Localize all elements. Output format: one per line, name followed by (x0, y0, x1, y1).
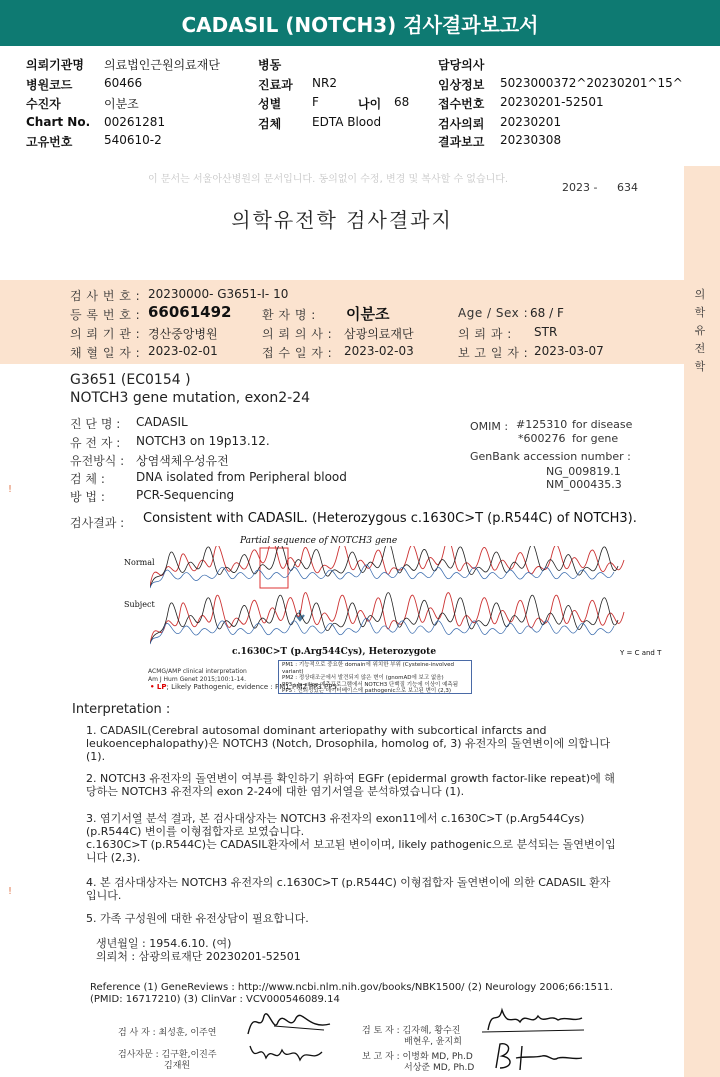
advisor-label-2: 김재원 (164, 1061, 191, 1071)
doc-year: 2023 - (562, 181, 598, 194)
test-name: NOTCH3 gene mutation, exon2-24 (70, 390, 311, 406)
patient-summary (96, 937, 636, 963)
header-info (0, 56, 720, 152)
birth-date: 생년월일 : 1954.6.10. (여) (96, 937, 232, 950)
paragraph-line: 2. NOTCH3 유전자의 돌연변이 여부를 확인하기 위하여 EGFr (epidermal growth factor-like repeat)에 해 (86, 772, 615, 785)
reviewer-label: 검 토 자 : 김자혜, 황수진 (362, 1026, 461, 1036)
paragraph-line: (p.R544C) 변이를 이형접합자로 보였습니다. (86, 825, 305, 838)
collect-date-label: 채 혈 일 자 : (70, 346, 141, 360)
inheritance-value: 상염색체우성유전 (136, 454, 229, 468)
omim-gene: *600276 (518, 432, 566, 445)
specimen-label: 검체 (258, 117, 282, 131)
omim-label: OMIM : (470, 420, 509, 433)
vertical-char: 전 (694, 342, 706, 355)
age-value: 68 (394, 95, 410, 109)
paragraph-line: 입니다. (86, 889, 122, 902)
chromatogram-caption: c.1630C>T (p.Arg544Cys), Heterozygote (232, 647, 437, 657)
patient-label: 수진자 (26, 97, 61, 111)
scanned-report (0, 166, 720, 1077)
sex-label: 성별 (258, 97, 282, 111)
clinical-value: 5023000372^20230201^15^ (500, 76, 683, 90)
paragraph-line: c.1630C>T (p.R544C)는 CADASIL환자에서 보고된 변이이며, likely pathogenic으로 분석되는 돌연변이입 (86, 838, 616, 851)
reporter-label-2: 서상준 MD, Ph.D (404, 1063, 475, 1073)
test-specimen-label: 검 체 : (70, 472, 105, 486)
req-inst-value: 경산중앙병원 (148, 327, 218, 341)
omim-disease-note: for disease (572, 418, 633, 431)
reviewer-signature (478, 1002, 588, 1036)
chart-label: Chart No. (26, 115, 91, 129)
lp-mark: • LP (150, 683, 167, 691)
receive-date-value: 2023-02-03 (344, 344, 414, 358)
vertical-char: 학 (694, 360, 706, 373)
diagnosis-label: 진 단 명 : (70, 417, 121, 431)
advisor-signature (246, 1038, 326, 1068)
exam-no-value: 20230000- G3651-I- 10 (148, 287, 289, 301)
advisor-label: 검사자문 : 김구환,이진주 (118, 1050, 217, 1060)
sex-value: F (312, 95, 319, 109)
doc-seq: 634 (617, 181, 638, 194)
result-label: 검사결과 : (70, 516, 125, 530)
evidence-line: PP3 : in-silico 예측프로그램에서 NOTCH3 단백질 기능에 이상이 예측됨 (282, 681, 459, 688)
paragraph-line: 니다 (2,3). (86, 851, 141, 864)
reference-line: (PMID: 16717210) (3) ClinVar : VCV000546089.14 (90, 994, 340, 1005)
receipt-value: 20230201-52501 (500, 95, 604, 109)
vertical-char: 유 (694, 324, 706, 337)
receipt-label: 접수번호 (438, 97, 485, 111)
omim-disease: #125310 (516, 418, 568, 431)
reporter-label: 보 고 자 : 이병화 MD, Ph.D (362, 1052, 473, 1062)
repdate-label: 결과보고 (438, 135, 485, 149)
method-value: PCR-Sequencing (136, 488, 235, 502)
exam-no-label: 검 사 번 호 : (70, 289, 141, 303)
agesex-label: Age / Sex : (458, 306, 529, 320)
report-date-value: 2023-03-07 (534, 344, 604, 358)
uid-value: 540610-2 (104, 133, 162, 147)
omim-gene-note: for gene (572, 432, 619, 445)
ward-label: 병동 (258, 58, 282, 72)
req-doc-label: 의 뢰 의 사 : (262, 327, 333, 341)
result-value: Consistent with CADASIL. (Heterozygous c.1630C>T (p.R544C) of NOTCH3). (143, 511, 637, 526)
report-banner-title: CADASIL (NOTCH3) 검사결과보고서 (0, 0, 720, 46)
chromatogram-title: Partial sequence of NOTCH3 gene (240, 536, 398, 546)
chromatogram-legend: Y = C and T (620, 649, 662, 657)
chromatogram-normal-label: Normal (124, 558, 155, 567)
uid-label: 고유번호 (26, 135, 73, 149)
vertical-char: 학 (694, 306, 706, 319)
test-code: G3651 (EC0154 ) (70, 372, 191, 388)
chart-value: 00261281 (104, 115, 166, 129)
reporter-signature (486, 1038, 586, 1074)
paragraph-line: 당하는 NOTCH3 유전자의 exon 2-24에 대한 염기서열을 분석하였습니다 (1). (86, 785, 465, 798)
interpretation-paragraph-5 (86, 912, 626, 925)
interpretation-paragraph-1 (86, 724, 626, 763)
reqdate-label: 검사의뢰 (438, 117, 485, 131)
reg-no-value: 66061492 (148, 303, 232, 321)
method-label: 방 법 : (70, 490, 105, 504)
reg-no-label: 등 록 번 호 : (70, 308, 141, 322)
hospital-label: 의뢰기관명 (26, 58, 84, 72)
genbank-ng: NG_009819.1 (546, 465, 621, 478)
req-inst-label: 의 뢰 기 관 : (70, 327, 141, 341)
interpretation-heading: Interpretation : (72, 702, 171, 717)
evidence-line: PM2 : 정상대조군에서 발견되지 않은 변이 (gnomAD에 보고 없음) (282, 675, 444, 682)
lp-text: ; Likely Pathogenic, evidence : PM1 PM2 PP3 PP5 (166, 683, 337, 691)
paragraph-line: (1). (86, 750, 106, 763)
document-title: 의학유전학 검사결과지 (231, 208, 453, 232)
paragraph-line: leukoencephalopathy)은 NOTCH3 (Notch, Drosophila, homolog of, 3) 유전자의 돌연변이에 의합니다 (86, 737, 611, 750)
paragraph-line: 5. 가족 구성원에 대한 유전상담이 필요합니다. (86, 912, 309, 925)
acmg-reference (148, 668, 288, 684)
gene-value: NOTCH3 on 19p13.12. (136, 434, 270, 448)
req-dept-label: 의 뢰 과 : (458, 327, 512, 341)
agesex-value: 68 / F (530, 306, 564, 320)
patient-name-label: 환 자 명 : (262, 308, 316, 322)
sequence-chromatogram (150, 546, 630, 646)
inheritance-label: 유전방식 : (70, 454, 125, 468)
test-specimen-value: DNA isolated from Peripheral blood (136, 470, 347, 484)
patient-value: 이분조 (104, 97, 139, 111)
gene-label: 유 전 자 : (70, 436, 121, 450)
clinical-label: 임상정보 (438, 78, 485, 92)
acmg-line: Am J Hum Genet 2015;100:1-14. (148, 676, 246, 683)
paragraph-line: 1. CADASIL(Cerebral autosomal dominant arteriopathy with subcortical infarcts and (86, 724, 547, 737)
receive-date-label: 접 수 일 자 : (262, 346, 333, 360)
vertical-char: 의 (694, 288, 706, 301)
examiner-label: 검 사 자 : 최성훈, 이주연 (118, 1028, 217, 1038)
interpretation-paragraph-4 (86, 876, 626, 902)
left-margin-mark: ! (8, 886, 13, 897)
hospcode-value: 60466 (104, 76, 143, 90)
reqdate-value: 20230201 (500, 115, 562, 129)
interpretation-paragraph-2 (86, 772, 626, 798)
evidence-box (278, 660, 472, 694)
dept-label: 진료과 (258, 78, 293, 92)
req-dept-value: STR (534, 325, 558, 339)
reference-line: Reference (1) GeneReviews : http://www.ncbi.nlm.nih.gov/books/NBK1500/ (2) Neurology 2006;66:1511. (90, 982, 613, 993)
vertical-dept-label (692, 286, 708, 376)
hospital-value: 의료법인근원의료재단 (104, 58, 220, 72)
copy-notice: 이 문서는 서울아산병원의 문서입니다. 동의없이 수정, 변경 및 복사할 수 없습니다. (148, 174, 509, 185)
acmg-line: ACMG/AMP clinical interpretation (148, 668, 247, 675)
evidence-line: PP5 : 신뢰성있는 데이터베이스에 pathogenic으로 보고된 변이 (2,3) (282, 688, 451, 695)
interpretation-paragraph-3 (86, 812, 626, 864)
age-label: 나이 (358, 97, 382, 111)
specimen-value: EDTA Blood (312, 115, 382, 129)
diagnosis-value: CADASIL (136, 415, 188, 429)
genbank-nm: NM_000435.3 (546, 478, 622, 491)
chromatogram-subject-label: Subject (124, 600, 155, 609)
client-info: 의뢰처 : 삼광의료재단 20230201-52501 (96, 950, 301, 963)
dept-value: NR2 (312, 76, 337, 90)
collect-date-value: 2023-02-01 (148, 344, 218, 358)
paragraph-line: 3. 염기서열 분석 결과, 본 검사대상자는 NOTCH3 유전자의 exon11에서 c.1630C>T (p.Arg544Cys) (86, 812, 585, 825)
reviewer-label-2: 배현우, 윤지희 (404, 1037, 462, 1047)
report-date-label: 보 고 일 자 : (458, 346, 529, 360)
patient-name-value: 이분조 (346, 305, 390, 323)
paragraph-line: 4. 본 검사대상자는 NOTCH3 유전자의 c.1630C>T (p.R544C) 이형접합자 돌연변이에 의한 CADASIL 환자 (86, 876, 611, 889)
evidence-line: PM1 : 기능적으로 중요한 domain에 위치한 부위 (Cysteine-involved variant) (282, 662, 454, 675)
left-margin-mark: ! (8, 484, 13, 495)
hospcode-label: 병원코드 (26, 78, 73, 92)
examiner-signature (244, 1004, 334, 1040)
genbank-label: GenBank accession number : (470, 450, 631, 463)
repdate-value: 20230308 (500, 133, 562, 147)
req-doc-value: 삼광의료재단 (344, 327, 414, 341)
doctor-label: 담당의사 (438, 58, 485, 72)
